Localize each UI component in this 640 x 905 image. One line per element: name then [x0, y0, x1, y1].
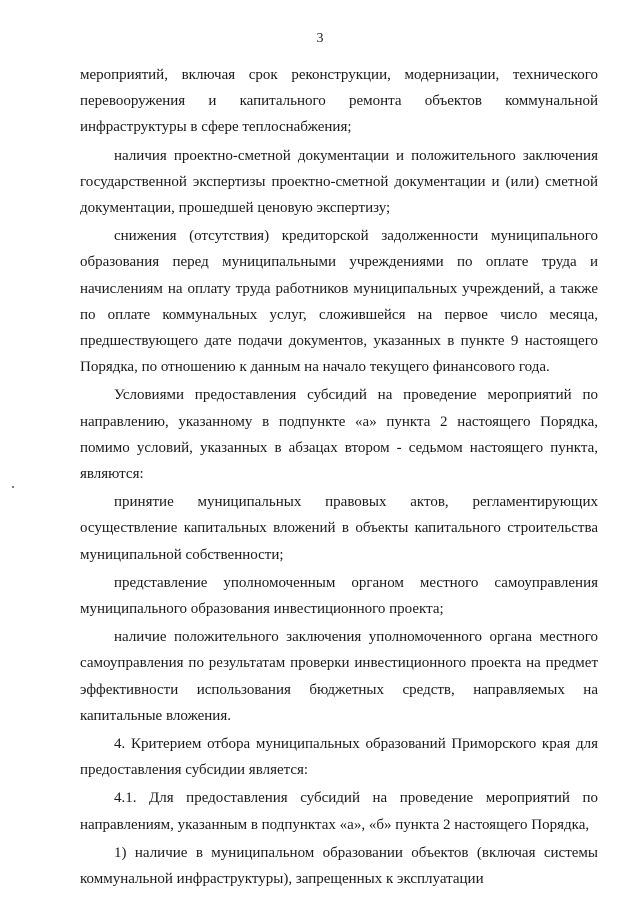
paragraph-1: мероприятий, включая срок реконструкции, модернизации, технического перевооружения и капитального ремонта объектов коммунальной инфраструктуры в сфере теплоснабжения; — [80, 67, 598, 136]
paragraph-10: 1) наличие в муниципальном образовании объектов (включая системы коммунальной инфраструктуры), запрещенных к эксплуатации — [80, 844, 598, 888]
paragraph-5: принятие муниципальных правовых актов, регламентирующих осуществление капитальных вложений в объекты капитального строительства муниципальной собственности; — [80, 494, 598, 563]
paragraph-8: 4. Критерием отбора муниципальных образований Приморского края для предоставления субсидии является: — [80, 736, 598, 779]
scan-dot-mark — [12, 486, 14, 488]
paragraph-7: наличие положительного заключения уполномоченного органа местного самоуправления по результатам проверки инвестиционного проекта на предмет эффективности использования бюджетных средств, направляемых на капитальные вложения. — [80, 629, 598, 724]
paragraph-9: 4.1. Для предоставления субсидий на проведение мероприятий по направлениям, указанным в подпунктах «а», «б» пункта 2 настоящего Порядка, — [80, 790, 598, 833]
page-number: 3 — [316, 31, 324, 46]
paragraph-6: представление уполномоченным органом местного самоуправления муниципального образования инвестиционного проекта; — [80, 574, 598, 618]
paragraph-4: Условиями предоставления субсидий на проведение мероприятий по направлению, указанному в подпункте «а» пункта 2 настоящего Порядка, помимо условий, указанных в абзацах втором - седьмом настоящего пункта, являются: — [80, 387, 598, 483]
paragraph-2: наличия проектно-сметной документации и положительного заключения государственной экспертизы проектно-сметной документации и (или) сметной документации, прошедшей ценовую экспертизу; — [80, 147, 598, 217]
document-body — [80, 62, 598, 892]
paragraph-3: снижения (отсутствия) кредиторской задолженности муниципального образования перед муниципальными учреждениями по оплате труда и начислениям на оплату труда работников муниципальных учреждений, а также по оплате коммунальных услуг, сложившейся на первое число месяца, предшествующего дате подачи документов, указанных в пункте 9 настоящего Порядка, по отношению к данным на начало текущего финансового года. — [80, 228, 598, 376]
